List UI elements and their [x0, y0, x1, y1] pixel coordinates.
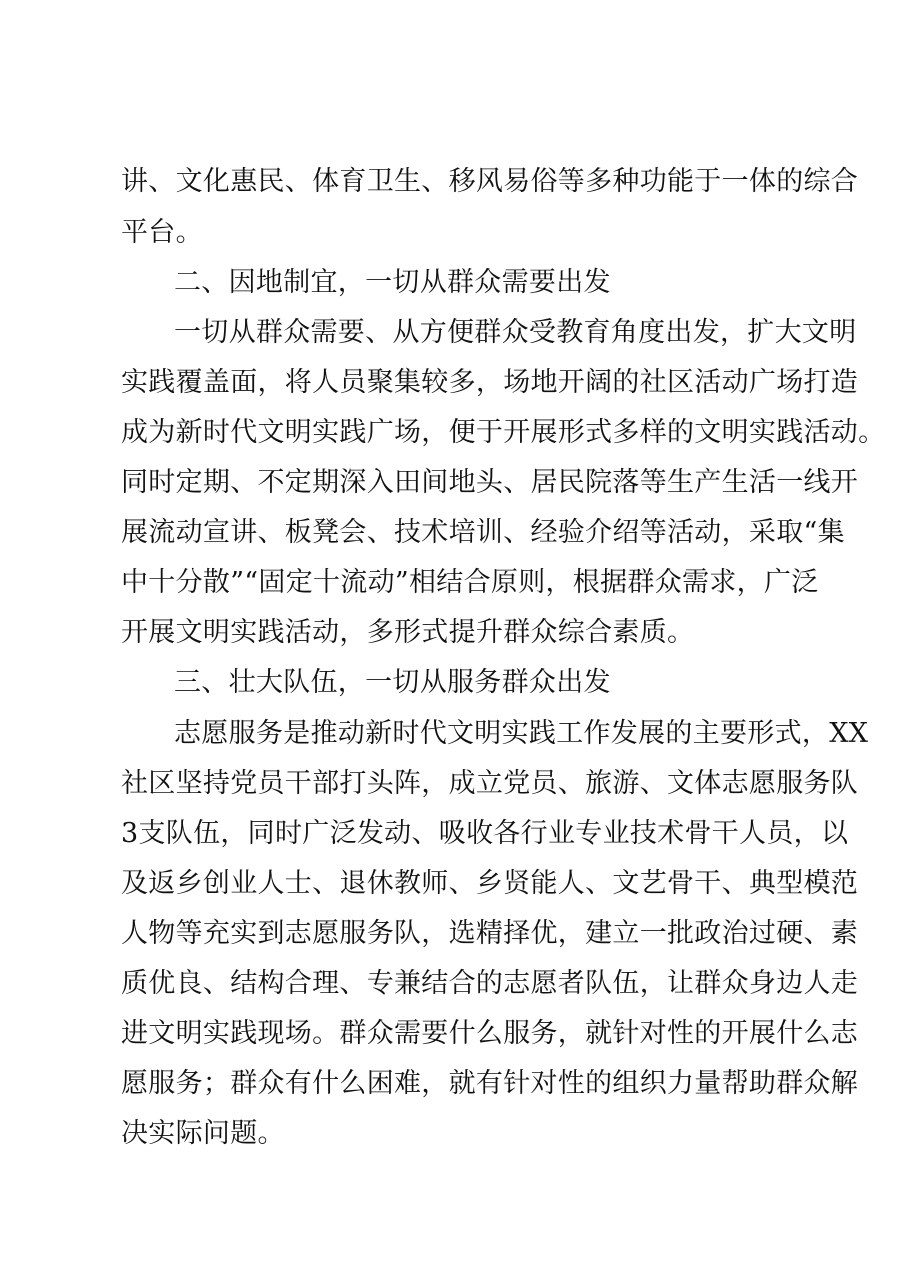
paragraph-line: 平台。 [121, 217, 203, 248]
paragraph-line: 开展文明实践活动，多形式提升群众综合素质。 [121, 617, 695, 648]
paragraph-line: 及返乡创业人士、退休教师、乡贤能人、文艺骨干、典型模范 [121, 868, 859, 899]
paragraph-line: 讲、文化惠民、体育卫生、移风易俗等多种功能于一体的综合 [121, 166, 859, 197]
section-heading: 二、因地制宜，一切从群众需要出发 [174, 267, 611, 298]
paragraph-line: 3支队伍，同时广泛发动、吸收各行业专业技术骨干人员，以 [121, 818, 849, 849]
section-heading: 三、壮大队伍，一切从服务群众出发 [174, 667, 611, 698]
paragraph-line: 社区坚持党员干部打头阵，成立党员、旅游、文体志愿服务队 [121, 768, 859, 799]
paragraph-line: 质优良、结构合理、专兼结合的志愿者队伍，让群众身边人走 [121, 968, 859, 999]
paragraph-line: 人物等充实到志愿服务队，选精择优，建立一批政治过硬、素 [121, 918, 859, 949]
paragraph-line: 成为新时代文明实践广场，便于开展形式多样的文明实践活动。 [121, 417, 886, 448]
paragraph-line: 进文明实践现场。群众需要什么服务，就针对性的开展什么志 [121, 1018, 859, 1049]
paragraph-line: 实践覆盖面，将人员聚集较多，场地开阔的社区活动广场打造 [121, 367, 859, 398]
paragraph-line: 一切从群众需要、从方便群众受教育角度出发，扩大文明 [174, 317, 857, 348]
paragraph-line: 展流动宣讲、板凳会、技术培训、经验介绍等活动，采取“集 [121, 517, 845, 548]
paragraph-line: 决实际问题。 [121, 1118, 285, 1149]
paragraph-line: 中十分散”“固定十流动”相结合原则，根据群众需求，广泛 [121, 567, 819, 598]
paragraph-line: 志愿服务是推动新时代文明实践工作发展的主要形式，XX [174, 718, 869, 749]
paragraph-line: 同时定期、不定期深入田间地头、居民院落等生产生活一线开 [121, 467, 859, 498]
paragraph-line: 愿服务；群众有什么困难，就有针对性的组织力量帮助群众解 [121, 1068, 859, 1099]
